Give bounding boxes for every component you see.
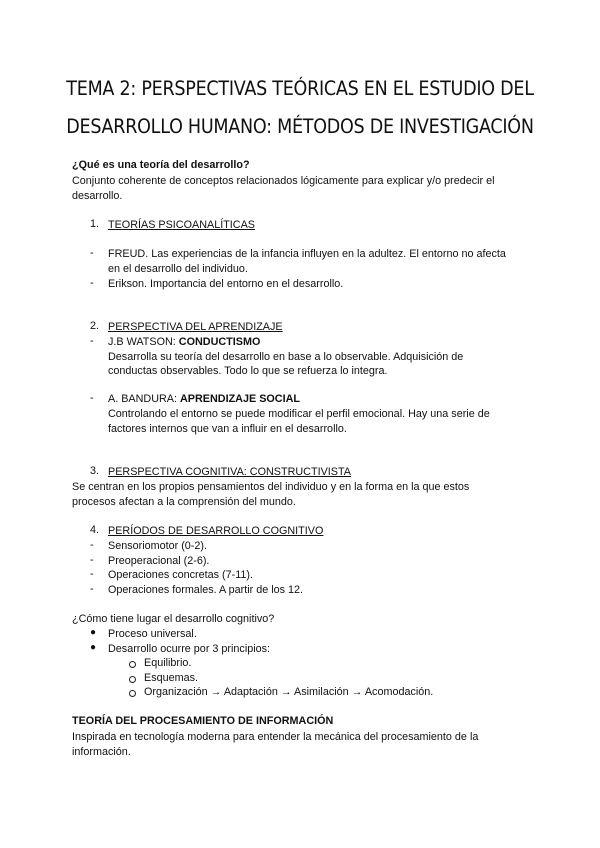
dash-marker: -: [90, 392, 94, 404]
section-3-heading: PERSPECTIVA COGNITIVA: CONSTRUCTIVISTA: [108, 466, 351, 478]
section-1-heading: TEORÍAS PSICOANALÍTICAS: [108, 219, 255, 231]
page-title: [66, 70, 534, 146]
dash-marker: -: [90, 554, 94, 566]
intro-answer-line-2: desarrollo.: [72, 190, 123, 202]
info-processing-heading: TEORÍA DEL PROCESAMIENTO DE INFORMACIÓN: [72, 715, 334, 727]
principle-item: Equilibrio.: [144, 657, 192, 669]
watson-title: [108, 335, 260, 350]
bandura-theory: APRENDIZAJE SOCIAL: [180, 393, 300, 405]
dash-marker: -: [90, 277, 94, 289]
principle-item: Organización → Adaptación → Asimilación → Acomodación.: [144, 686, 434, 698]
freud-line-1: FREUD. Las experiencias de la infancia influyen en la adultez. El entorno no afecta: [108, 248, 506, 260]
dash-marker: -: [90, 568, 94, 580]
bullet-marker: ●: [90, 627, 97, 638]
dash-marker: -: [90, 247, 94, 259]
info-processing-line-1: Inspirada en tecnología moderna para entender la mecánica del procesamiento de la: [72, 731, 479, 743]
dash-marker: -: [90, 539, 94, 551]
dash-marker: -: [90, 583, 94, 595]
watson-line-1: Desarrolla su teoría del desarrollo en base a lo observable. Adquisición de: [108, 351, 464, 363]
section-4-heading: PERÍODOS DE DESARROLLO COGNITIVO: [108, 525, 324, 537]
bandura-name: A. BANDURA:: [108, 393, 180, 405]
section-1-number: 1.: [90, 218, 100, 230]
bandura-line-2: factores internos que van a influir en el desarrollo.: [108, 423, 347, 435]
section-3-line-1: Se centran en los propios pensamientos del individuo y en la forma en la que estos: [72, 481, 470, 493]
section-2-number: 2.: [90, 320, 100, 332]
watson-line-2: conductas observables. Todo lo que se refuerza lo integra.: [108, 365, 388, 377]
cognitive-bullet-2: Desarrollo ocurre por 3 principios:: [108, 643, 271, 655]
principle-item: Esquemas.: [144, 672, 199, 684]
watson-theory: CONDUCTISMO: [178, 336, 261, 348]
watson-name: J.B WATSON:: [108, 336, 179, 348]
section-4-number: 4.: [90, 524, 100, 536]
erikson-line: Erikson. Importancia del entorno en el desarrollo.: [108, 278, 344, 290]
period-item: Operaciones concretas (7-11).: [108, 569, 254, 581]
freud-line-2: en el desarrollo del individuo.: [108, 263, 248, 275]
period-item: Sensoriomotor (0-2).: [108, 540, 208, 552]
intro-answer-line-1: Conjunto coherente de conceptos relacionados lógicamente para explicar y/o predecir el: [72, 175, 495, 187]
dash-marker: -: [90, 335, 94, 347]
bandura-title: [108, 392, 300, 407]
intro-question: ¿Qué es una teoría del desarrollo?: [72, 159, 250, 171]
cognitive-bullet-1: Proceso universal.: [108, 628, 197, 640]
cognitive-question: ¿Cómo tiene lugar el desarrollo cognitivo?: [72, 613, 275, 625]
bandura-line-1: Controlando el entorno se puede modificar el perfil emocional. Hay una serie de: [108, 408, 490, 420]
bullet-marker: ●: [90, 642, 97, 653]
title-line-1: TEMA 2: PERSPECTIVAS TEÓRICAS EN EL ESTUDIO DEL: [66, 77, 534, 100]
period-item: Preoperacional (2-6).: [108, 555, 210, 567]
section-3-number: 3.: [90, 465, 100, 477]
section-3-line-2: procesos afectan a la comprensión del mundo.: [72, 496, 296, 508]
info-processing-line-2: información.: [72, 746, 131, 758]
section-2-heading: PERSPECTIVA DEL APRENDIZAJE: [108, 321, 283, 333]
circle-bullet-icon: [129, 690, 136, 697]
circle-bullet-icon: [129, 676, 136, 683]
title-line-2: DESARROLLO HUMANO: MÉTODOS DE INVESTIGACIÓN: [66, 115, 534, 138]
period-item: Operaciones formales. A partir de los 12.: [108, 584, 304, 596]
circle-bullet-icon: [129, 661, 136, 668]
